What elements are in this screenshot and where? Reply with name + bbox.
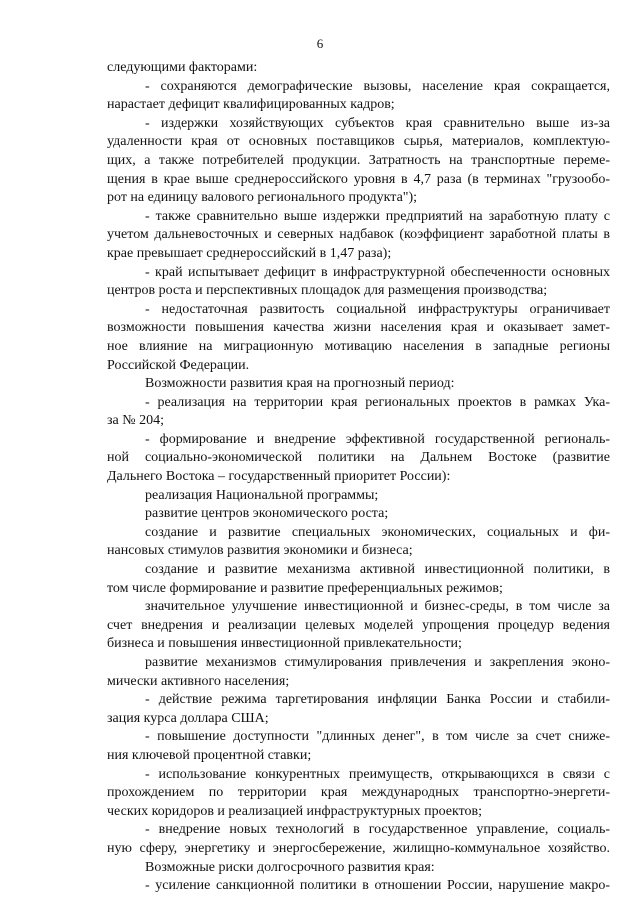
text-line: рот на единицу валового регионального продукта"); [107,190,418,206]
text-line: развитие центров экономического роста; [145,506,389,522]
text-line: том числе формирование и развитие преференциальных режимов; [107,580,503,596]
text-line: ную сферу, энергетику и энергосбережение, жилищно-коммунальное хозяйство. [107,840,610,856]
text-line: ное влияние на миграционную мотивацию населения в западные регионы [107,338,610,354]
text-line: создание и развитие механизма активной инвестиционной политики, в [145,562,610,578]
text-line: - реализация на территории края региональных проектов в рамках Ука- [145,394,610,410]
text-line: прохождением по территории края международных транспортно-энергети- [107,785,610,801]
text-line: следующими факторами: [107,60,258,75]
text-line: Возможности развития края на прогнозный период: [145,376,455,392]
text-line: Возможные риски долгосрочного развития края: [145,859,435,875]
text-line: щих, а также потребителей продукции. Затратность на транспортные переме- [107,152,610,168]
text-line: - повышение доступности "длинных денег", в том числе за счет сниже- [145,729,610,745]
text-line: Дальнего Востока – государственный приоритет России): [107,469,451,485]
text-line: нансовых стимулов развития экономики и бизнеса; [107,543,413,559]
text-line: учетом дальневосточных и северных надбавок (коэффициент заработной платы в [107,227,610,243]
text-line: - недостаточная развитость социальной инфраструктуры ограничивает [145,301,610,317]
text-line: - использование конкурентных преимуществ, открывающихся в связи с [145,766,610,782]
text-line: бизнеса и повышения инвестиционной привлекательности; [107,636,462,652]
text-line: щения в крае выше среднероссийского уровня в 4,7 раза (в терминах "грузообо- [107,171,610,187]
page-number: 6 [316,36,324,51]
text-line: - усиление санкционной политики в отношении России, нарушение макро- [145,878,610,894]
text-line: Российской Федерации. [107,357,250,373]
text-line: возможности повышения качества жизни населения края и оказывает замет- [107,320,610,336]
text-line: - сохраняются демографические вызовы, население края сокращается, [145,78,610,94]
text-line: ной социально-экономической политики на Дальнем Востоке (развитие [107,450,610,466]
document-body [107,59,610,896]
text-line: крае превышает среднероссийский в 1,47 раза); [107,245,392,261]
text-line: центров роста и перспективных площадок для размещения производства; [107,283,548,299]
text-line: за № 204; [107,413,164,429]
text-line: ния ключевой процентной ставки; [107,747,312,763]
text-line: - также сравнительно выше издержки предприятий на заработную плату с [145,208,610,224]
text-line: зация курса доллара США; [107,710,269,726]
text-line: нарастает дефицит квалифицированных кадров; [107,97,395,113]
text-line: создание и развитие специальных экономических, социальных и фи- [145,524,610,540]
text-line: - формирование и внедрение эффективной государственной региональ- [145,431,610,447]
text-line: реализация Национальной программы; [145,487,379,503]
text-line: ческих коридоров и реализацией инфраструктурных проектов; [107,803,483,819]
text-line: - край испытывает дефицит в инфраструктурной обеспеченности основных [145,264,610,280]
text-line: счет внедрения и реализации целевых моделей упрощения процедур ведения [107,617,610,633]
text-line: - издержки хозяйствующих субъектов края сравнительно выше из-за [145,115,610,131]
text-line: - действие режима таргетирования инфляции Банка России и стабили- [145,692,610,708]
text-line: значительное улучшение инвестиционной и бизнес-среды, в том числе за [145,599,610,615]
text-line: мически активного населения; [107,673,290,689]
text-line: удаленности края от основных поставщиков сырья, материалов, комплектую- [107,134,610,150]
text-line: развитие механизмов стимулирования привлечения и закрепления эконо- [145,655,610,670]
text-line: - внедрение новых технологий в государственное управление, социаль- [145,822,610,838]
